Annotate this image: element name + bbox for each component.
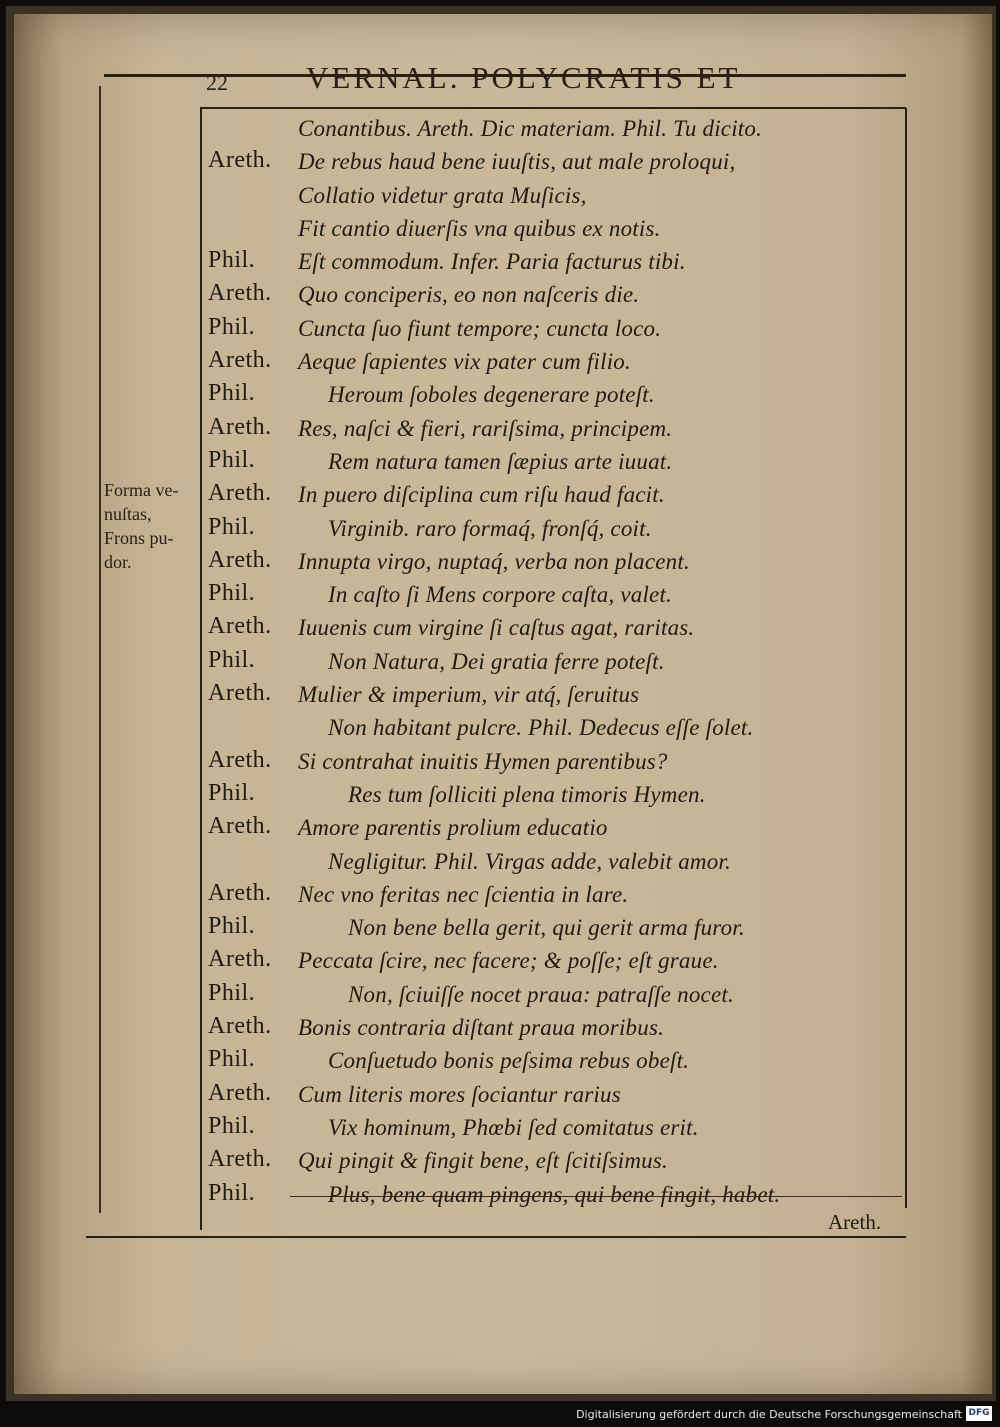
verse-text: Non, ſciuiſſe nocet praua: patraſſe nocet. xyxy=(348,981,734,1007)
speaker-label: Areth. xyxy=(208,1146,272,1173)
speaker-label: Phil. xyxy=(208,779,256,806)
speaker-label: Areth. xyxy=(208,680,272,707)
margin-note xyxy=(104,478,200,574)
verse-line xyxy=(208,845,902,878)
verse-text: Nec vno feritas nec ſcientia in lare. xyxy=(298,881,629,907)
verse-line xyxy=(208,1178,902,1211)
speaker-label: Phil. xyxy=(208,1112,256,1139)
speaker-label: Phil. xyxy=(208,1046,256,1073)
verse-line xyxy=(208,944,902,977)
verse-line xyxy=(208,545,902,578)
margin-note-line: nuſtas, xyxy=(104,504,152,524)
verse-text: Mulier & imperium, vir atq́, ſeruitus xyxy=(298,682,640,708)
verse-line xyxy=(208,278,902,311)
speaker-label: Areth. xyxy=(208,613,272,640)
verse-line xyxy=(208,678,902,711)
verse-text: Res tum ſolliciti plena timoris Hymen. xyxy=(348,781,706,807)
text-left-rule xyxy=(200,108,202,1230)
margin-note-line: dor. xyxy=(104,552,132,572)
verse-line xyxy=(208,1078,902,1111)
verse-text: De rebus haud bene iuuſtis, aut male proloqui, xyxy=(298,149,736,175)
verse-text: Aeque ſapientes vix pater cum filio. xyxy=(298,349,631,375)
margin-left-rule xyxy=(99,86,101,1213)
verse-line xyxy=(208,1044,902,1077)
catchword: Areth. xyxy=(828,1210,882,1234)
speaker-label: Phil. xyxy=(208,446,256,473)
verse-text: Iuuenis cum virgine ſi caſtus agat, raritas. xyxy=(298,615,695,641)
speaker-label: Areth. xyxy=(208,347,272,374)
page-number: 22 xyxy=(206,70,228,95)
verse-text: Heroum ſoboles degenerare poteſt. xyxy=(328,382,655,408)
verse-text: Conantibus. Areth. Dic materiam. Phil. Tu dicito. xyxy=(298,116,763,141)
running-title: VERNAL. POLYCRATIS ET xyxy=(306,60,741,95)
margin-note-line: Frons pu- xyxy=(104,528,174,548)
verse-text: Vix hominum, Phœbi ſed comitatus erit. xyxy=(328,1114,699,1140)
speaker-label: Areth. xyxy=(208,413,272,440)
verse-line xyxy=(208,611,902,644)
verse-text: Collatio videtur grata Muſicis, xyxy=(298,182,587,208)
speaker-label: Areth. xyxy=(208,746,272,773)
verse-line xyxy=(208,345,902,378)
speaker-label: Phil. xyxy=(208,513,256,540)
verse-text: Virginib. raro formaq́, fronſq́, coit. xyxy=(328,515,652,541)
verse-line xyxy=(208,412,902,445)
verse-text: In puero diſciplina cum riſu haud facit. xyxy=(298,482,665,508)
verse-line xyxy=(208,645,902,678)
verse-text: Bonis contraria diſtant praua moribus. xyxy=(298,1015,665,1041)
speaker-label: Phil. xyxy=(208,979,256,1006)
speaker-label: Phil. xyxy=(208,913,256,940)
verse-text: Rem natura tamen ſæpius arte iuuat. xyxy=(328,448,673,474)
verse-text: Plus, bene quam pingens, qui bene fingit, habet. xyxy=(328,1181,781,1207)
verse-line xyxy=(208,312,902,345)
speaker-label: Areth. xyxy=(208,480,272,507)
verse-text: Non bene bella gerit, qui gerit arma furor. xyxy=(348,915,745,941)
verse-line xyxy=(208,711,902,744)
verse-text: Negligitur. Phil. Virgas adde, valebit amor. xyxy=(328,848,731,874)
verse-text: Non Natura, Dei gratia ferre poteſt. xyxy=(328,648,665,674)
bottom-rule xyxy=(86,1236,906,1238)
verse-line xyxy=(208,1011,902,1044)
verse-line xyxy=(208,778,902,811)
speaker-label: Areth. xyxy=(208,147,272,174)
verse-text: Eſt commodum. Infer. Paria facturus tibi. xyxy=(298,249,686,275)
verse-line xyxy=(208,179,902,212)
verse-text: Conſuetudo bonis peſsima rebus obeſt. xyxy=(328,1048,690,1074)
verse-text: Cuncta ſuo fiunt tempore; cuncta loco. xyxy=(298,315,662,341)
verse-text: Res, naſci & fieri, rariſsima, principem. xyxy=(298,415,673,441)
header-underline xyxy=(200,107,906,109)
speaker-label: Phil. xyxy=(208,313,256,340)
speaker-label: Phil. xyxy=(208,1179,256,1206)
speaker-label: Areth. xyxy=(208,280,272,307)
verse-line xyxy=(208,578,902,611)
speaker-label: Phil. xyxy=(208,247,256,274)
speaker-label: Areth. xyxy=(208,813,272,840)
verse-line xyxy=(208,378,902,411)
dfg-logo-icon: DFG xyxy=(966,1406,992,1421)
verse-text: Quo conciperis, eo non naſceris die. xyxy=(298,282,640,308)
verse-text: Qui pingit & fingit bene, eſt ſcitiſsimus. xyxy=(298,1148,668,1174)
verse-line xyxy=(208,145,902,178)
verse-text: Innupta virgo, nuptaq́, verba non placent. xyxy=(298,548,690,574)
verse-text: Non habitant pulcre. Phil. Dedecus eſſe ſolet. xyxy=(328,715,754,741)
verse-line xyxy=(208,445,902,478)
verse-line xyxy=(208,878,902,911)
verse-text: Si contrahat inuitis Hymen parentibus? xyxy=(298,748,668,774)
verse-line xyxy=(208,1144,902,1177)
speaker-label: Phil. xyxy=(208,380,256,407)
speaker-label: Areth. xyxy=(208,546,272,573)
verse-line xyxy=(208,811,902,844)
verse-text: In caſto ſi Mens corpore caſta, valet. xyxy=(328,582,672,608)
verse-line xyxy=(208,512,902,545)
speaker-label: Areth. xyxy=(208,879,272,906)
speaker-label: Phil. xyxy=(208,580,256,607)
speaker-label: Phil. xyxy=(208,646,256,673)
verse-text: Cum literis mores ſociantur rarius xyxy=(298,1081,621,1107)
verse-line xyxy=(208,478,902,511)
text-right-rule xyxy=(905,108,907,1208)
verse-line xyxy=(208,245,902,278)
speaker-label: Areth. xyxy=(208,946,272,973)
verse-text: Peccata ſcire, nec facere; & poſſe; eſt graue. xyxy=(298,948,719,974)
verse-line xyxy=(208,112,902,145)
verse-line xyxy=(208,911,902,944)
dialogue-verse xyxy=(208,112,902,1211)
verse-line xyxy=(208,212,902,245)
margin-note-line: Forma ve- xyxy=(104,480,179,500)
speaker-label: Areth. xyxy=(208,1013,272,1040)
verse-text: Amore parentis prolium educatio xyxy=(298,815,608,841)
verse-line xyxy=(208,1111,902,1144)
verse-text: Fit cantio diuerſis vna quibus ex notis. xyxy=(298,215,661,241)
verse-line xyxy=(208,745,902,778)
verse-line xyxy=(208,978,902,1011)
footer-credit: Digitalisierung gefördert durch die Deutsche Forschungsgemeinschaft xyxy=(576,1408,962,1421)
speaker-label: Areth. xyxy=(208,1079,272,1106)
